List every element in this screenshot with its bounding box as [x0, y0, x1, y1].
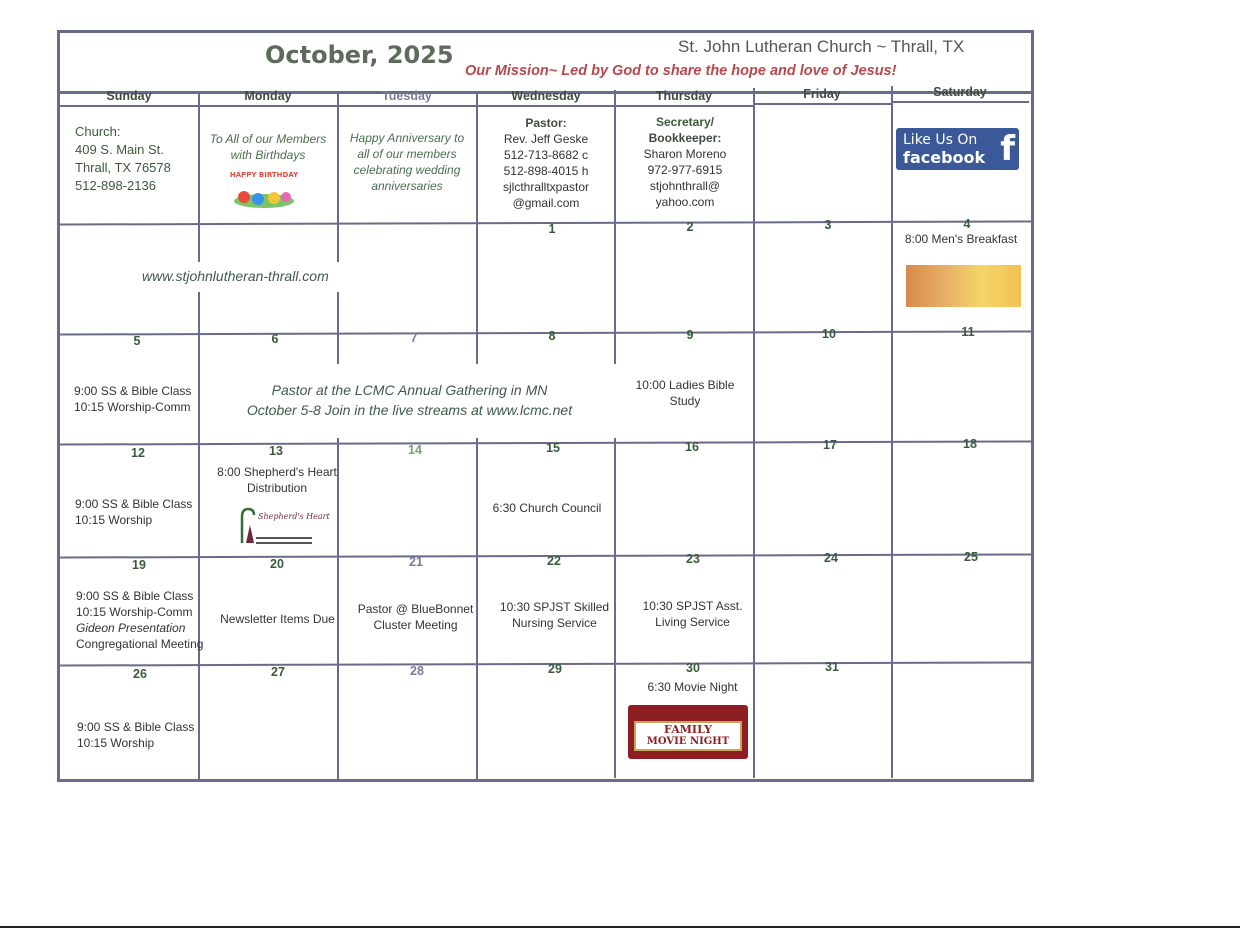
facebook-icon: f [1000, 129, 1015, 169]
event-worship: 10:15 Worship [77, 736, 155, 750]
pastor-name: Rev. Jeff Geske [503, 132, 589, 146]
event-ss-bible-class: 9:00 SS & Bible Class [74, 384, 192, 398]
secretary-name: Sharon Moreno [643, 147, 727, 161]
pastor-email-line1: sjlcthralltxpastor [502, 180, 590, 194]
event-skilled-nursing-line2: Nursing Service [512, 616, 597, 630]
secretary-label-line2: Bookkeeper: [648, 131, 722, 145]
date-26: 26 [133, 667, 147, 681]
event-gideon-presentation: Gideon Presentation [76, 621, 186, 635]
church-address-line2: Thrall, TX 76578 [75, 160, 171, 175]
movie-night-graphic [628, 705, 748, 759]
secretary-label-line1: Secretary/ [655, 115, 715, 129]
event-bluebonnet-line1: Pastor @ BlueBonnet [357, 602, 474, 616]
day-header-wednesday: Wednesday [477, 89, 615, 107]
event-worship-comm: 10:15 Worship-Comm [74, 400, 191, 414]
day-header-monday: Monday [199, 89, 337, 107]
date-13: 13 [269, 444, 283, 458]
date-5: 5 [133, 334, 141, 348]
day-header-sunday: Sunday [60, 89, 198, 107]
event-church-council: 6:30 Church Council [492, 501, 602, 515]
pastor-cell: 512-713-8682 c [503, 148, 589, 162]
day-header-saturday: Saturday [891, 85, 1029, 103]
date-14: 14 [408, 443, 422, 457]
website-banner [131, 262, 350, 292]
event-ss-bible-class: 9:00 SS & Bible Class [76, 589, 194, 603]
secretary-email-line2: yahoo.com [655, 195, 715, 209]
secretary-email-line1: stjohnthrall@ [649, 179, 721, 193]
event-bluebonnet-line2: Cluster Meeting [373, 618, 458, 632]
date-3: 3 [824, 218, 832, 232]
church-address-line1: 409 S. Main St. [75, 142, 164, 157]
movie-night-line2: MOVIE NIGHT [646, 736, 730, 747]
event-newsletter-due: Newsletter Items Due [220, 612, 335, 626]
date-21: 21 [409, 555, 423, 569]
birthday-greeting-line2: with Birthdays [230, 148, 306, 162]
date-17: 17 [823, 438, 837, 452]
movie-night-sign [634, 721, 742, 751]
date-18: 18 [963, 437, 977, 451]
calendar-header [60, 33, 1031, 94]
pastor-home: 512-898-4015 h [503, 164, 589, 178]
date-23: 23 [686, 552, 700, 566]
gathering-line1: Pastor at the LCMC Annual Gathering in MN [271, 382, 548, 398]
grid-line [198, 94, 200, 782]
anniversary-line2: all of our members [357, 147, 457, 161]
birthday-graphic [230, 167, 298, 209]
facebook-line2: facebook [903, 148, 986, 167]
event-ss-bible-class: 9:00 SS & Bible Class [75, 497, 193, 511]
facebook-line1: Like Us On [903, 132, 978, 148]
date-7: 7 [410, 331, 418, 345]
date-16: 16 [685, 440, 699, 454]
day-header-friday: Friday [753, 87, 891, 105]
date-25: 25 [964, 550, 978, 564]
gathering-banner [203, 364, 616, 438]
grid-line [891, 86, 893, 778]
event-assisted-living-line2: Living Service [655, 615, 730, 629]
month-title: October, 2025 [265, 41, 454, 69]
date-12: 12 [131, 446, 145, 460]
movie-night-line1: FAMILY [664, 723, 712, 736]
event-movie-night: 6:30 Movie Night [647, 680, 738, 694]
website-url[interactable]: www.stjohnlutheran-thrall.com [142, 268, 329, 284]
anniversary-line3: celebrating wedding [353, 163, 461, 177]
date-1: 1 [548, 222, 556, 236]
secretary-phone: 972-977-6915 [647, 163, 723, 177]
event-shepherds-heart-line1: 8:00 Shepherd's Heart [217, 465, 337, 479]
pastor-email-line2: @gmail.com [512, 196, 580, 210]
date-15: 15 [546, 441, 560, 455]
date-4: 4 [963, 217, 971, 231]
date-19: 19 [132, 558, 146, 572]
shepherds-heart-logo [232, 503, 330, 547]
date-8: 8 [548, 329, 556, 343]
event-worship-comm: 10:15 Worship-Comm [76, 605, 193, 619]
date-28: 28 [410, 664, 424, 678]
scan-edge-line [0, 926, 1240, 928]
date-2: 2 [686, 220, 694, 234]
date-22: 22 [547, 554, 561, 568]
event-congregational-meeting: Congregational Meeting [76, 637, 204, 651]
event-shepherds-heart-line2: Distribution [246, 481, 308, 495]
grid-line [337, 94, 339, 782]
date-29: 29 [548, 662, 562, 676]
church-label: Church: [75, 124, 121, 139]
event-worship: 10:15 Worship [75, 513, 153, 527]
day-header-thursday: Thursday [615, 89, 753, 107]
date-11: 11 [961, 325, 975, 339]
gathering-line2: October 5-8 Join in the live streams at www.lcmc.net [246, 402, 573, 418]
church-phone: 512-898-2136 [75, 178, 156, 193]
date-30: 30 [686, 661, 700, 675]
day-header-tuesday: Tuesday [338, 89, 476, 107]
anniversary-line4: anniversaries [371, 179, 443, 193]
pastor-label: Pastor: [525, 116, 567, 130]
date-10: 10 [822, 327, 836, 341]
event-ss-bible-class: 9:00 SS & Bible Class [77, 720, 195, 734]
date-9: 9 [686, 328, 694, 342]
event-ladies-bible-line1: 10:00 Ladies Bible [635, 378, 735, 392]
church-name: St. John Lutheran Church ~ Thrall, TX [678, 37, 965, 56]
date-24: 24 [824, 551, 838, 565]
svg-text:HAPPY BIRTHDAY: HAPPY BIRTHDAY [229, 171, 299, 179]
breakfast-image [906, 265, 1021, 307]
event-mens-breakfast: 8:00 Men's Breakfast [904, 232, 1018, 246]
facebook-badge[interactable] [896, 128, 1019, 170]
birthday-greeting-line1: To All of our Members [209, 132, 327, 146]
event-ladies-bible-line2: Study [669, 394, 701, 408]
event-skilled-nursing-line1: 10:30 SPJST Skilled [499, 600, 610, 614]
svg-text:Shepherd's Heart: Shepherd's Heart [258, 512, 330, 521]
date-27: 27 [271, 665, 285, 679]
anniversary-line1: Happy Anniversary to [349, 131, 465, 145]
date-31: 31 [825, 660, 839, 674]
mission-statement: Our Mission~ Led by God to share the hope and love of Jesus! [465, 63, 897, 79]
date-6: 6 [271, 332, 279, 346]
date-20: 20 [270, 557, 284, 571]
event-assisted-living-line1: 10:30 SPJST Asst. [642, 599, 743, 613]
